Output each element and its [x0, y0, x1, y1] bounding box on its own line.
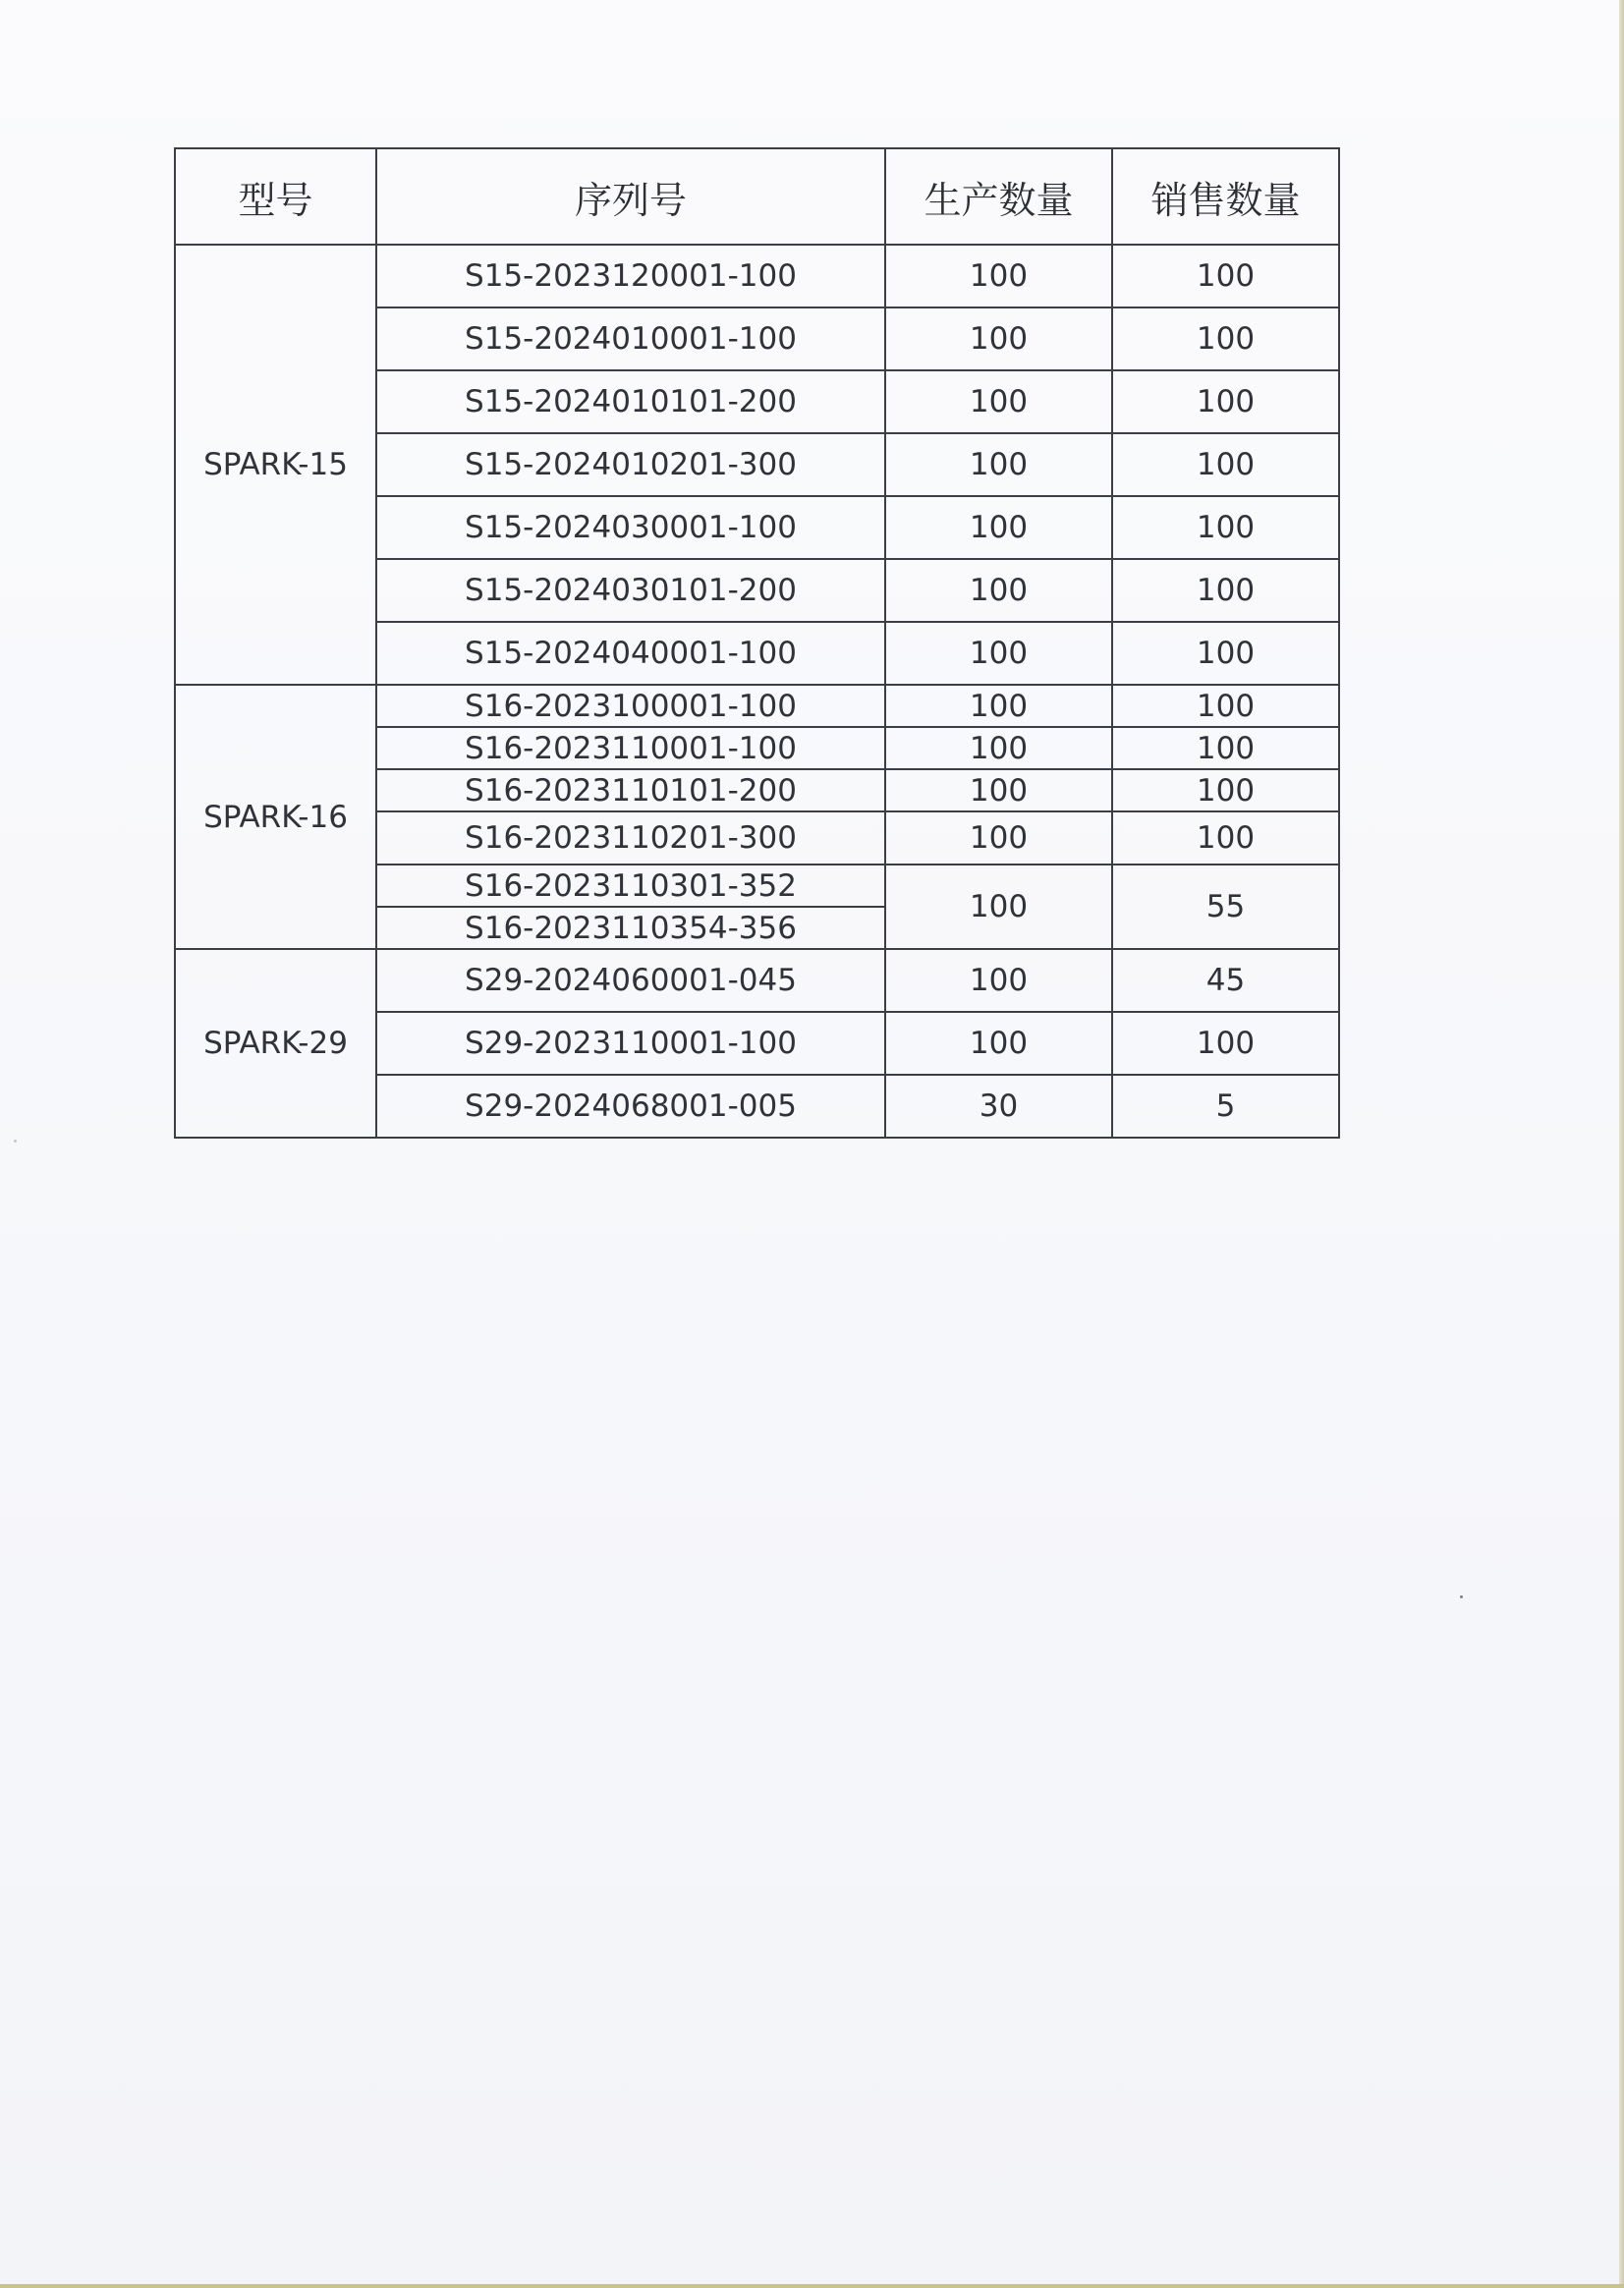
serial-cell: S15-2024030001-100 — [376, 496, 885, 559]
header-model: 型号 — [175, 148, 376, 245]
scan-speck — [1460, 1595, 1463, 1598]
model-cell: SPARK-16 — [175, 685, 376, 949]
serial-cell: S15-2024040001-100 — [376, 622, 885, 685]
produced-cell: 100 — [885, 370, 1112, 433]
table-row — [175, 949, 1339, 1012]
model-cell: SPARK-29 — [175, 949, 376, 1138]
serial-cell: S15-2023120001-100 — [376, 245, 885, 307]
produced-cell: 100 — [885, 433, 1112, 496]
produced-cell: 100 — [885, 865, 1112, 949]
produced-cell: 30 — [885, 1075, 1112, 1138]
serial-cell: S16-2023100001-100 — [376, 685, 885, 727]
serial-cell: S29-2023110001-100 — [376, 1012, 885, 1075]
sold-cell: 45 — [1112, 949, 1339, 1012]
sold-cell: 100 — [1112, 727, 1339, 769]
scan-edge-right — [1619, 0, 1624, 2288]
produced-cell: 100 — [885, 769, 1112, 811]
sold-cell: 100 — [1112, 559, 1339, 622]
sold-cell: 100 — [1112, 685, 1339, 727]
inventory-table — [174, 147, 1340, 1139]
produced-cell: 100 — [885, 559, 1112, 622]
sold-cell: 55 — [1112, 865, 1339, 949]
sold-cell: 100 — [1112, 496, 1339, 559]
header-produced: 生产数量 — [885, 148, 1112, 245]
produced-cell: 100 — [885, 496, 1112, 559]
serial-cell: S16-2023110354-356 — [376, 907, 885, 949]
sold-cell: 100 — [1112, 811, 1339, 865]
produced-cell: 100 — [885, 949, 1112, 1012]
sold-cell: 100 — [1112, 245, 1339, 307]
sold-cell: 100 — [1112, 769, 1339, 811]
serial-cell: S15-2024010101-200 — [376, 370, 885, 433]
serial-cell: S16-2023110301-352 — [376, 865, 885, 907]
header-row — [175, 148, 1339, 245]
scan-edge-bottom — [0, 2284, 1624, 2288]
table-row — [175, 245, 1339, 307]
produced-cell: 100 — [885, 811, 1112, 865]
sold-cell: 100 — [1112, 370, 1339, 433]
produced-cell: 100 — [885, 307, 1112, 370]
produced-cell: 100 — [885, 685, 1112, 727]
header-serial: 序列号 — [376, 148, 885, 245]
sold-cell: 100 — [1112, 1012, 1339, 1075]
model-cell: SPARK-15 — [175, 245, 376, 685]
sold-cell: 100 — [1112, 307, 1339, 370]
serial-cell: S16-2023110201-300 — [376, 811, 885, 865]
table-row — [175, 685, 1339, 727]
header-sold: 销售数量 — [1112, 148, 1339, 245]
produced-cell: 100 — [885, 1012, 1112, 1075]
produced-cell: 100 — [885, 622, 1112, 685]
serial-cell: S15-2024030101-200 — [376, 559, 885, 622]
serial-cell: S29-2024060001-045 — [376, 949, 885, 1012]
serial-cell: S29-2024068001-005 — [376, 1075, 885, 1138]
produced-cell: 100 — [885, 245, 1112, 307]
sold-cell: 100 — [1112, 433, 1339, 496]
sold-cell: 100 — [1112, 622, 1339, 685]
produced-cell: 100 — [885, 727, 1112, 769]
serial-cell: S15-2024010001-100 — [376, 307, 885, 370]
scan-speck — [14, 1140, 17, 1143]
serial-cell: S16-2023110001-100 — [376, 727, 885, 769]
sold-cell: 5 — [1112, 1075, 1339, 1138]
serial-cell: S16-2023110101-200 — [376, 769, 885, 811]
serial-cell: S15-2024010201-300 — [376, 433, 885, 496]
